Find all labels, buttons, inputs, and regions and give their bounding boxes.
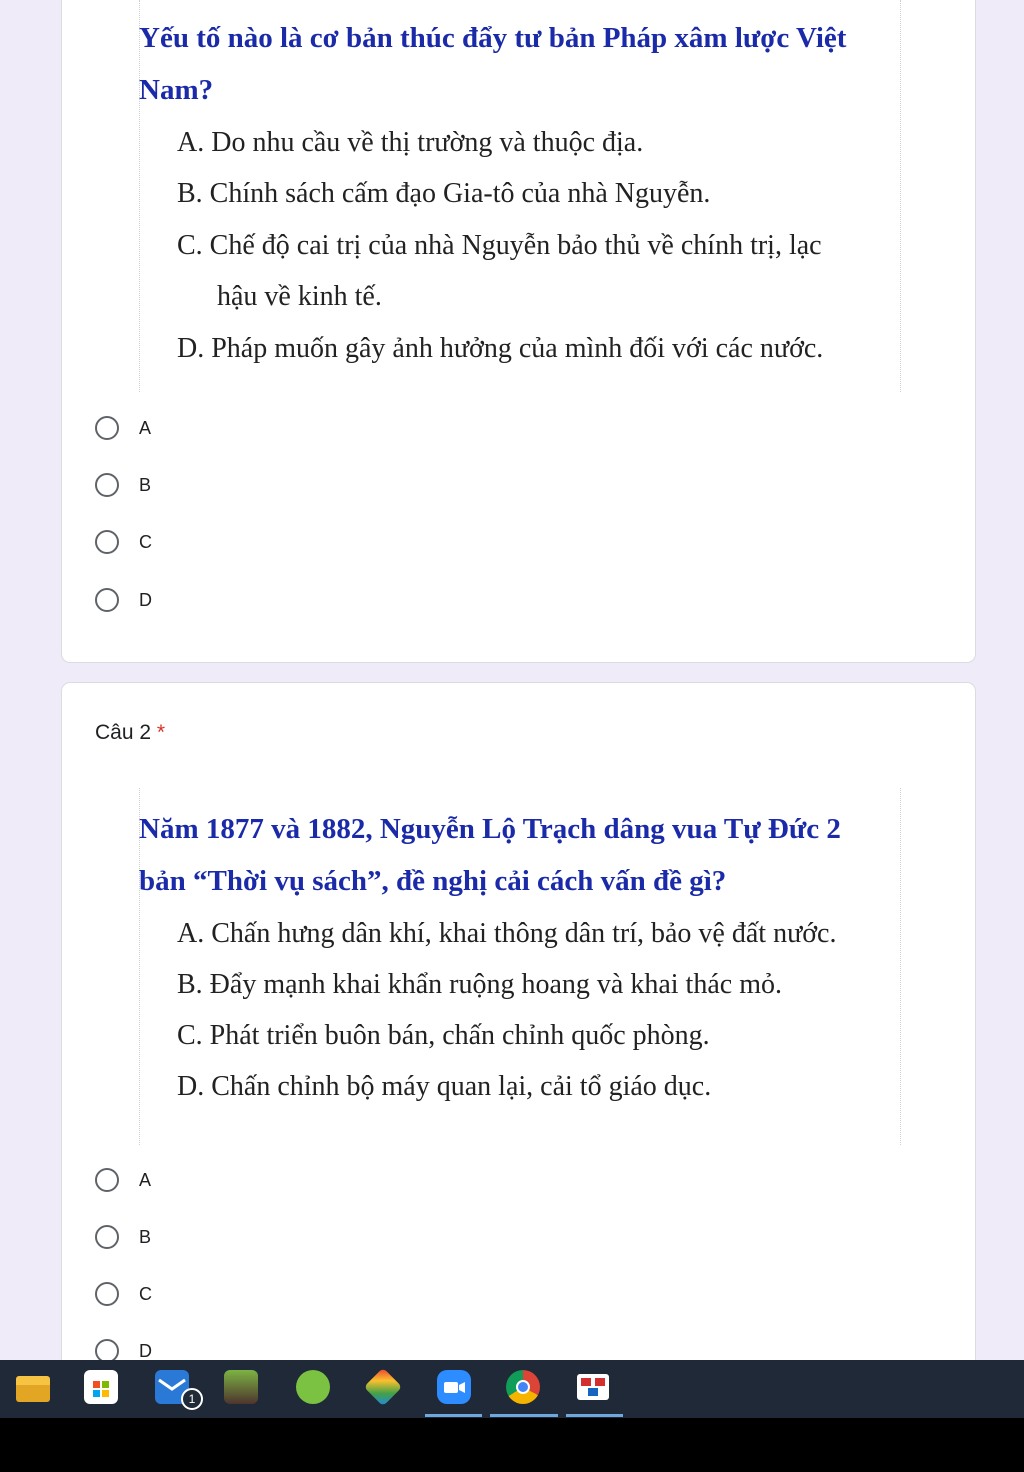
question-2-text-line1: Năm 1877 và 1882, Nguyễn Lộ Trạch dâng vua Tự Đức 2 — [139, 813, 841, 845]
q1-choice-a[interactable] — [95, 413, 151, 443]
radio-button[interactable] — [95, 416, 119, 440]
mail-badge: 1 — [181, 1388, 203, 1410]
q1-choice-b[interactable] — [95, 470, 151, 500]
zoom-active-indicator — [425, 1414, 482, 1417]
unikey-icon[interactable] — [577, 1374, 609, 1400]
question-1-text-line1: Yếu tố nào là cơ bản thúc đẩy tư bản Pháp xâm lược Việt — [139, 22, 847, 54]
file-explorer-icon[interactable] — [16, 1376, 50, 1402]
choice-label: C — [139, 531, 152, 552]
q2-choice-a[interactable] — [95, 1165, 151, 1195]
q1-choice-c[interactable] — [95, 527, 152, 557]
mail-icon[interactable] — [155, 1370, 196, 1406]
screen-bottom-bar — [0, 1418, 1024, 1472]
radio-button[interactable] — [95, 1168, 119, 1192]
unikey-active-indicator — [566, 1414, 623, 1417]
minecraft-icon[interactable] — [224, 1370, 258, 1404]
choice-label: B — [139, 474, 152, 495]
chrome-icon[interactable] — [506, 1370, 540, 1404]
choice-label: D — [139, 589, 152, 610]
app-icon[interactable] — [296, 1370, 330, 1404]
taskbar — [0, 1360, 1024, 1418]
chrome-active-indicator — [490, 1414, 558, 1417]
question-2-option-c: C. Phát triển buôn bán, chấn chỉnh quốc phòng. — [177, 1020, 710, 1051]
question-2-option-a: A. Chấn hưng dân khí, khai thông dân trí, bảo vệ đất nước. — [177, 918, 837, 949]
radio-button[interactable] — [95, 530, 119, 554]
question-2-text-line2: bản “Thời vụ sách”, đề nghị cải cách vấn đề gì? — [139, 865, 727, 897]
required-mark: * — [156, 721, 166, 744]
choice-label: A — [139, 1169, 152, 1190]
choice-label: B — [139, 1226, 152, 1247]
question-1-text-line2: Nam? — [139, 74, 214, 106]
question-2-title — [95, 721, 165, 745]
question-2-option-d: D. Chấn chỉnh bộ máy quan lại, cải tổ giáo dục. — [177, 1071, 712, 1102]
question-1-option-a: A. Do nhu cầu về thị trường và thuộc địa. — [177, 127, 644, 158]
radio-button[interactable] — [95, 1225, 119, 1249]
choice-label: C — [139, 1283, 152, 1304]
question-1-option-d: D. Pháp muốn gây ảnh hưởng của mình đối với các nước. — [177, 333, 824, 364]
q1-choice-d[interactable] — [95, 585, 152, 615]
choice-label: A — [139, 417, 152, 438]
bluestacks-icon[interactable] — [364, 1368, 402, 1406]
q2-choice-b[interactable] — [95, 1222, 151, 1252]
radio-button[interactable] — [95, 588, 119, 612]
question-1-option-b: B. Chính sách cấm đạo Gia-tô của nhà Nguyễn. — [177, 178, 711, 209]
question-1-option-c: C. Chế độ cai trị của nhà Nguyễn bảo thủ về chính trị, lạc — [177, 230, 822, 261]
question-1-option-c-cont: hậu về kinh tế. — [217, 281, 382, 312]
store-icon[interactable] — [84, 1370, 118, 1404]
radio-button[interactable] — [95, 1282, 119, 1306]
radio-button[interactable] — [95, 473, 119, 497]
choice-label: D — [139, 1340, 152, 1361]
question-2-title-text: Câu 2 — [95, 721, 152, 744]
zoom-icon[interactable] — [437, 1370, 471, 1404]
question-2-option-b: B. Đẩy mạnh khai khẩn ruộng hoang và khai thác mỏ. — [177, 969, 782, 1000]
q2-choice-c[interactable] — [95, 1279, 152, 1309]
